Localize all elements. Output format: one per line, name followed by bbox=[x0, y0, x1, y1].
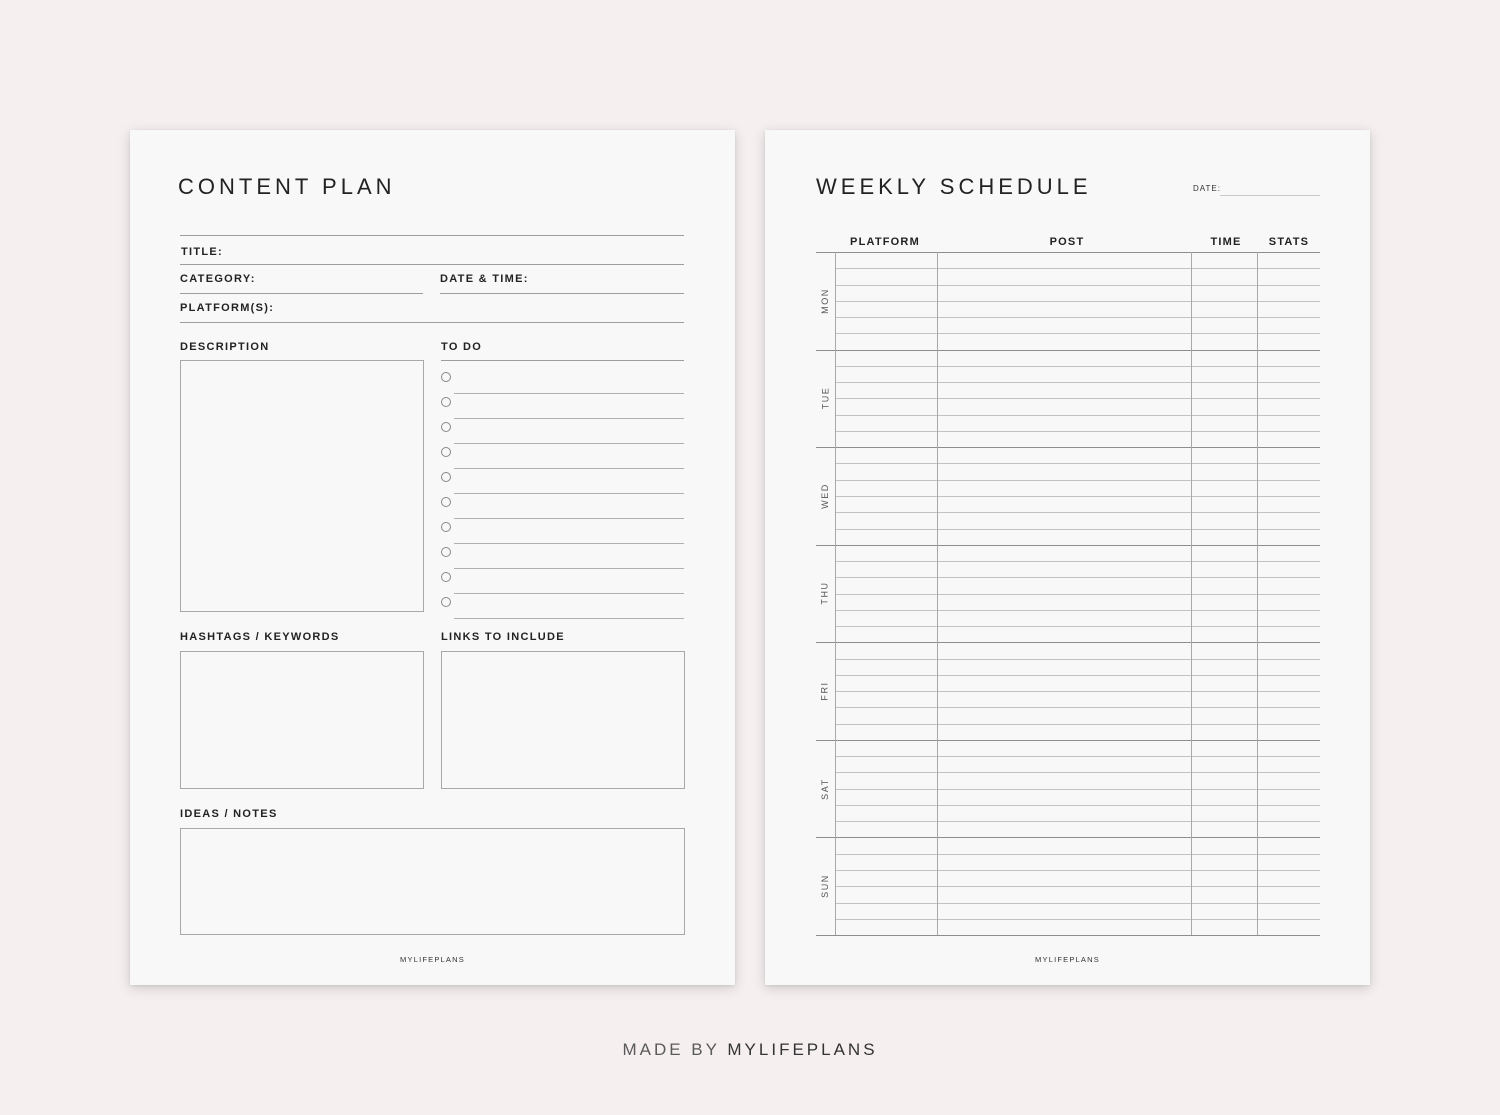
ideas-label: IDEAS / NOTES bbox=[180, 808, 278, 820]
checkbox-circle-icon[interactable] bbox=[441, 547, 451, 557]
description-label: DESCRIPTION bbox=[180, 341, 270, 353]
column-divider bbox=[1191, 252, 1192, 935]
todo-line bbox=[454, 618, 684, 619]
date-time-field-label: DATE & TIME: bbox=[440, 273, 529, 285]
schedule-row-line bbox=[835, 431, 1320, 432]
schedule-row-line bbox=[835, 675, 1320, 676]
day-divider bbox=[816, 350, 1320, 351]
checkbox-circle-icon[interactable] bbox=[441, 597, 451, 607]
todo-item[interactable] bbox=[441, 469, 684, 494]
schedule-row-line bbox=[835, 756, 1320, 757]
category-field-line[interactable] bbox=[180, 293, 423, 294]
day-label-text: WED bbox=[820, 482, 830, 509]
schedule-row-line bbox=[835, 805, 1320, 806]
schedule-row-line bbox=[835, 707, 1320, 708]
schedule-row-line bbox=[835, 317, 1320, 318]
day-label-text: FRI bbox=[820, 681, 830, 701]
day-label-text: MON bbox=[820, 287, 830, 314]
hashtags-box[interactable] bbox=[180, 651, 424, 789]
schedule-header-rule bbox=[816, 252, 1320, 253]
schedule-row-line bbox=[835, 772, 1320, 773]
schedule-row-line bbox=[835, 463, 1320, 464]
weekly-schedule-page bbox=[765, 130, 1370, 985]
content-plan-title: CONTENT PLAN bbox=[178, 174, 396, 199]
todo-label: TO DO bbox=[441, 341, 483, 353]
column-divider bbox=[937, 252, 938, 935]
day-label-text: SUN bbox=[820, 874, 830, 899]
day-label-wed bbox=[818, 447, 832, 545]
day-divider bbox=[816, 447, 1320, 448]
col-platform: PLATFORM bbox=[850, 236, 920, 248]
ideas-box[interactable] bbox=[180, 828, 685, 935]
checkbox-circle-icon[interactable] bbox=[441, 497, 451, 507]
checkbox-circle-icon[interactable] bbox=[441, 397, 451, 407]
schedule-row-line bbox=[835, 415, 1320, 416]
content-plan-footer: MYLIFEPLANS bbox=[400, 955, 465, 964]
day-divider bbox=[816, 740, 1320, 741]
schedule-row-line bbox=[835, 594, 1320, 595]
links-box[interactable] bbox=[441, 651, 685, 789]
schedule-row-line bbox=[835, 496, 1320, 497]
content-plan-page bbox=[130, 130, 735, 985]
schedule-row-line bbox=[835, 610, 1320, 611]
day-label-thu bbox=[818, 545, 832, 643]
schedule-row-line bbox=[835, 301, 1320, 302]
schedule-row-line bbox=[835, 561, 1320, 562]
title-field-label: TITLE: bbox=[181, 246, 224, 258]
links-label: LINKS TO INCLUDE bbox=[441, 631, 565, 643]
day-label-tue bbox=[818, 350, 832, 448]
day-divider bbox=[816, 935, 1320, 936]
schedule-row-line bbox=[835, 268, 1320, 269]
todo-item[interactable] bbox=[441, 444, 684, 469]
day-label-sat bbox=[818, 740, 832, 838]
schedule-row-line bbox=[835, 724, 1320, 725]
checkbox-circle-icon[interactable] bbox=[441, 372, 451, 382]
schedule-row-line bbox=[835, 366, 1320, 367]
schedule-row-line bbox=[835, 870, 1320, 871]
schedule-row-line bbox=[835, 398, 1320, 399]
description-box[interactable] bbox=[180, 360, 424, 612]
schedule-row-line bbox=[835, 903, 1320, 904]
checkbox-circle-icon[interactable] bbox=[441, 447, 451, 457]
todo-item[interactable] bbox=[441, 369, 684, 394]
day-label-sun bbox=[818, 837, 832, 935]
checkbox-circle-icon[interactable] bbox=[441, 522, 451, 532]
schedule-row-line bbox=[835, 626, 1320, 627]
todo-item[interactable] bbox=[441, 594, 684, 619]
schedule-row-line bbox=[835, 333, 1320, 334]
schedule-row-line bbox=[835, 691, 1320, 692]
made-by-prefix: MADE BY bbox=[622, 1040, 720, 1059]
platforms-field-line[interactable] bbox=[180, 322, 684, 323]
todo-item[interactable] bbox=[441, 494, 684, 519]
schedule-row-line bbox=[835, 821, 1320, 822]
day-label-fri bbox=[818, 642, 832, 740]
day-divider bbox=[816, 642, 1320, 643]
hashtags-label: HASHTAGS / KEYWORDS bbox=[180, 631, 340, 643]
column-divider bbox=[835, 252, 836, 935]
day-label-text: THU bbox=[820, 581, 831, 606]
todo-item[interactable] bbox=[441, 544, 684, 569]
todo-item[interactable] bbox=[441, 569, 684, 594]
schedule-row-line bbox=[835, 919, 1320, 920]
weekly-schedule-title: WEEKLY SCHEDULE bbox=[816, 174, 1092, 199]
schedule-row-line bbox=[835, 854, 1320, 855]
schedule-row-line bbox=[835, 886, 1320, 887]
title-field-line[interactable] bbox=[180, 264, 684, 265]
day-label-text: TUE bbox=[820, 386, 830, 410]
weekly-schedule-footer: MYLIFEPLANS bbox=[1035, 955, 1100, 964]
col-time: TIME bbox=[1210, 236, 1242, 248]
day-label-text: SAT bbox=[820, 777, 831, 800]
checkbox-circle-icon[interactable] bbox=[441, 472, 451, 482]
column-divider bbox=[1257, 252, 1258, 935]
day-label-mon bbox=[818, 252, 832, 350]
schedule-table bbox=[816, 236, 1320, 935]
schedule-row-line bbox=[835, 577, 1320, 578]
date-label: DATE: bbox=[1193, 184, 1221, 193]
todo-item[interactable] bbox=[441, 519, 684, 544]
col-post: POST bbox=[1049, 236, 1085, 248]
made-by-brand: MYLIFEPLANS bbox=[727, 1040, 878, 1059]
title-top-rule bbox=[180, 235, 684, 236]
schedule-row-line bbox=[835, 480, 1320, 481]
category-field-label: CATEGORY: bbox=[180, 273, 256, 285]
checkbox-circle-icon[interactable] bbox=[441, 422, 451, 432]
schedule-row-line bbox=[835, 659, 1320, 660]
made-by-credit bbox=[0, 1040, 1500, 1060]
schedule-row-line bbox=[835, 529, 1320, 530]
todo-item[interactable] bbox=[441, 419, 684, 444]
schedule-row-line bbox=[835, 382, 1320, 383]
schedule-row-line bbox=[835, 285, 1320, 286]
date-line[interactable] bbox=[1220, 195, 1320, 196]
todo-item[interactable] bbox=[441, 394, 684, 419]
date-time-field-line[interactable] bbox=[440, 293, 684, 294]
todo-top-rule bbox=[441, 360, 684, 361]
day-divider bbox=[816, 837, 1320, 838]
schedule-row-line bbox=[835, 512, 1320, 513]
checkbox-circle-icon[interactable] bbox=[441, 572, 451, 582]
schedule-row-line bbox=[835, 789, 1320, 790]
day-divider bbox=[816, 545, 1320, 546]
col-stats: STATS bbox=[1268, 236, 1310, 248]
platforms-field-label: PLATFORM(S): bbox=[180, 302, 275, 314]
